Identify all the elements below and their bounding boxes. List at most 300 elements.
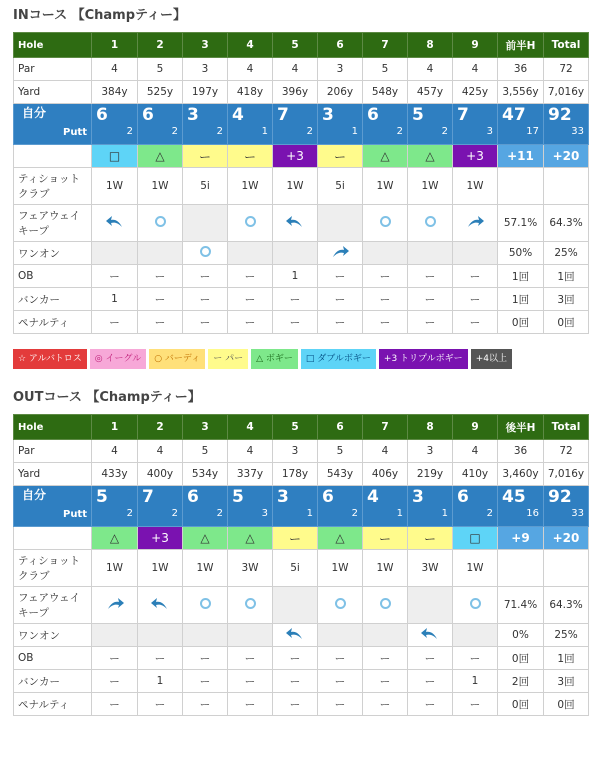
ob-row-cell: ー <box>273 647 318 670</box>
par-row-cell: 5 <box>138 58 183 81</box>
bunker-row-cell: ー <box>453 288 498 311</box>
one-on-cell <box>408 624 453 647</box>
club-cell: 1W <box>138 168 183 205</box>
club-cell: 5i <box>183 168 228 205</box>
ob-row-cell: ー <box>408 265 453 288</box>
ob-row-label: OB <box>14 647 92 670</box>
fairway-cell <box>453 205 498 242</box>
putts: 2 <box>126 508 133 519</box>
one-on-cell <box>318 242 363 265</box>
club-cell: 1W <box>453 168 498 205</box>
par-row-cell: 4 <box>228 440 273 463</box>
bunker-row-cell: ー <box>92 670 138 693</box>
yard-row-cell: 418y <box>228 81 273 104</box>
strokes: 5 <box>412 105 424 125</box>
result-half: +9 <box>498 527 544 550</box>
bunker-row-cell: ー <box>138 288 183 311</box>
strokes: 6 <box>367 105 379 125</box>
yard-row <box>14 81 589 104</box>
strokes: 6 <box>457 487 469 507</box>
strokes: 7 <box>277 105 289 125</box>
score-label-cell <box>14 104 92 145</box>
strokes: 3 <box>277 487 289 507</box>
fairway-cell <box>363 205 408 242</box>
yard-row-cell: 219y <box>408 463 453 486</box>
hole-number: 9 <box>453 415 498 440</box>
par-row-cell: 4 <box>453 440 498 463</box>
hole-header: Hole <box>14 33 92 58</box>
scorecard-table <box>13 414 589 716</box>
hole-number: 7 <box>363 33 408 58</box>
result-badge: ー <box>408 527 453 550</box>
ob-row-cell: ー <box>363 647 408 670</box>
penalty-row-cell: ー <box>183 693 228 716</box>
score-legend <box>13 349 592 371</box>
ob-row-cell: ー <box>228 265 273 288</box>
par-row <box>14 58 589 81</box>
bunker-row-total: 3回 <box>544 670 589 693</box>
ob-row-cell: ー <box>92 265 138 288</box>
penalty-row-cell: ー <box>453 311 498 334</box>
yard-row-total: 7,016y <box>544 463 589 486</box>
club-cell: 1W <box>273 168 318 205</box>
ob-row-cell: ー <box>228 647 273 670</box>
one-on-cell <box>408 242 453 265</box>
yard-row-total: 7,016y <box>544 81 589 104</box>
bunker-row-cell: ー <box>408 670 453 693</box>
club-total <box>544 168 589 205</box>
club-cell: 5i <box>273 550 318 587</box>
penalty-row-cell: ー <box>92 311 138 334</box>
bunker-row-cell: 1 <box>453 670 498 693</box>
ob-row-cell: ー <box>92 647 138 670</box>
bunker-row-cell: ー <box>363 288 408 311</box>
score-cell <box>363 486 408 527</box>
one-on-row <box>14 624 589 647</box>
miss-left-icon <box>286 220 304 232</box>
putt-label: Putt <box>62 509 87 520</box>
result-badge: △ <box>408 145 453 168</box>
hole-number: 4 <box>228 33 273 58</box>
fairway-row <box>14 587 589 624</box>
strokes: 7 <box>457 105 469 125</box>
one-on-cell <box>228 624 273 647</box>
hole-number: 3 <box>183 33 228 58</box>
fairway-hit-icon <box>155 216 166 227</box>
penalty-row-cell: ー <box>318 311 363 334</box>
one-on-cell <box>92 242 138 265</box>
one-on-cell <box>363 624 408 647</box>
bunker-row-label: バンカー <box>14 288 92 311</box>
legend-item: ー パー <box>208 349 248 369</box>
score-cell <box>273 486 318 527</box>
par-row-cell: 4 <box>453 58 498 81</box>
strokes: 3 <box>322 105 334 125</box>
result-badge: ー <box>228 145 273 168</box>
putts: 1 <box>351 126 358 137</box>
strokes: 6 <box>96 105 108 125</box>
putts: 2 <box>171 126 178 137</box>
bunker-row-cell: 1 <box>92 288 138 311</box>
par-row-cell: 4 <box>273 58 318 81</box>
legend-item: ☆ アルバトロス <box>13 349 87 369</box>
fairway-cell <box>408 587 453 624</box>
putts: 3 <box>261 508 268 519</box>
putts: 2 <box>216 126 223 137</box>
yard-row-cell: 410y <box>453 463 498 486</box>
fairway-row <box>14 205 589 242</box>
one-on-cell <box>138 624 183 647</box>
penalty-row-cell: ー <box>138 311 183 334</box>
par-row-cell: 3 <box>273 440 318 463</box>
legend-item: +4以上 <box>471 349 512 369</box>
par-row-label: Par <box>14 58 92 81</box>
par-row-label: Par <box>14 440 92 463</box>
hole-number: 9 <box>453 33 498 58</box>
bunker-row <box>14 670 589 693</box>
one-on-cell <box>273 624 318 647</box>
par-row-total: 72 <box>544 58 589 81</box>
par-row-cell: 3 <box>183 58 228 81</box>
penalty-row-cell: ー <box>273 693 318 716</box>
score-row <box>14 104 589 145</box>
bunker-row-cell: ー <box>273 670 318 693</box>
score-cell <box>273 104 318 145</box>
penalty-row-label: ペナルティ <box>14 311 92 334</box>
penalty-row-total: 0回 <box>544 311 589 334</box>
fairway-hit-icon <box>470 598 481 609</box>
strokes: 5 <box>232 487 244 507</box>
fairway-half: 71.4% <box>498 587 544 624</box>
fairway-hit-icon <box>200 246 211 257</box>
penalty-row-cell: ー <box>138 693 183 716</box>
yard-row-cell: 457y <box>408 81 453 104</box>
par-row-cell: 4 <box>92 440 138 463</box>
club-cell: 1W <box>363 550 408 587</box>
one-on-cell <box>92 624 138 647</box>
yard-row-cell: 197y <box>183 81 228 104</box>
header-row <box>14 33 589 58</box>
score-cell <box>92 486 138 527</box>
ob-row-cell: ー <box>363 265 408 288</box>
score-cell <box>408 486 453 527</box>
strokes-total: 92 <box>548 105 572 125</box>
score-cell <box>228 104 273 145</box>
bunker-row-cell: ー <box>228 288 273 311</box>
half-header: 後半H <box>498 415 544 440</box>
putts: 2 <box>171 508 178 519</box>
bunker-row-cell: ー <box>183 670 228 693</box>
fairway-label: フェアウェイ キープ <box>14 587 92 624</box>
hole-header: Hole <box>14 415 92 440</box>
fairway-cell <box>318 205 363 242</box>
score-total <box>544 486 589 527</box>
result-badge: □ <box>92 145 138 168</box>
hole-number: 2 <box>138 33 183 58</box>
score-cell <box>453 104 498 145</box>
ob-row-label: OB <box>14 265 92 288</box>
yard-row-cell: 548y <box>363 81 408 104</box>
strokes-half: 47 <box>502 105 526 125</box>
fairway-hit-icon <box>245 216 256 227</box>
out-course-section <box>0 390 592 716</box>
result-label <box>14 527 92 550</box>
strokes: 4 <box>232 105 244 125</box>
penalty-row-cell: ー <box>408 311 453 334</box>
legend-item: □ ダブルボギー <box>301 349 376 369</box>
score-cell <box>228 486 273 527</box>
result-badge: ー <box>363 527 408 550</box>
one-on-half: 0% <box>498 624 544 647</box>
one-on-half: 50% <box>498 242 544 265</box>
result-badge: △ <box>318 527 363 550</box>
ob-row-cell: ー <box>453 265 498 288</box>
putts: 2 <box>306 126 313 137</box>
yard-row-cell: 433y <box>92 463 138 486</box>
yard-row-cell: 425y <box>453 81 498 104</box>
strokes: 3 <box>187 105 199 125</box>
club-cell: 1W <box>408 168 453 205</box>
ob-row-total: 1回 <box>544 265 589 288</box>
putts: 1 <box>261 126 268 137</box>
bunker-row-cell: ー <box>318 670 363 693</box>
section-title: INコース 【Champティー】 <box>13 8 186 23</box>
ob-row-cell: ー <box>408 647 453 670</box>
bunker-row-label: バンカー <box>14 670 92 693</box>
fairway-total: 64.3% <box>544 205 589 242</box>
bunker-row-cell: ー <box>273 288 318 311</box>
fairway-total: 64.3% <box>544 587 589 624</box>
one-on-total: 25% <box>544 242 589 265</box>
result-badge: ー <box>318 145 363 168</box>
fairway-half: 57.1% <box>498 205 544 242</box>
ob-row-cell: ー <box>138 647 183 670</box>
result-badge: +3 <box>138 527 183 550</box>
hole-number: 5 <box>273 415 318 440</box>
fairway-cell <box>228 205 273 242</box>
bunker-row-half: 1回 <box>498 288 544 311</box>
legend-item: △ ボギー <box>251 349 298 369</box>
yard-row-cell: 543y <box>318 463 363 486</box>
penalty-row-cell: ー <box>408 693 453 716</box>
yard-row-label: Yard <box>14 81 92 104</box>
penalty-row-cell: ー <box>363 311 408 334</box>
score-cell <box>138 104 183 145</box>
fairway-hit-icon <box>425 216 436 227</box>
result-row <box>14 145 589 168</box>
ob-row-cell: ー <box>183 265 228 288</box>
putts-total: 33 <box>571 508 584 519</box>
ob-row-cell: ー <box>453 647 498 670</box>
fairway-cell <box>138 205 183 242</box>
score-cell <box>363 104 408 145</box>
one-on-cell <box>228 242 273 265</box>
penalty-row-total: 0回 <box>544 693 589 716</box>
bunker-row-total: 3回 <box>544 288 589 311</box>
hole-number: 4 <box>228 415 273 440</box>
penalty-row-label: ペナルティ <box>14 693 92 716</box>
fairway-cell <box>92 587 138 624</box>
hole-number: 3 <box>183 415 228 440</box>
club-cell: 1W <box>228 168 273 205</box>
club-row <box>14 168 589 205</box>
club-label: ティショット クラブ <box>14 168 92 205</box>
strokes: 7 <box>142 487 154 507</box>
yard-row-cell: 400y <box>138 463 183 486</box>
miss-left-icon <box>106 220 124 232</box>
par-row-total: 72 <box>544 440 589 463</box>
result-badge: +3 <box>273 145 318 168</box>
ob-row-cell: ー <box>318 265 363 288</box>
strokes: 6 <box>142 105 154 125</box>
penalty-row-cell: ー <box>273 311 318 334</box>
score-cell <box>183 486 228 527</box>
club-total <box>544 550 589 587</box>
putts-total: 33 <box>571 126 584 137</box>
putts: 2 <box>396 126 403 137</box>
club-half <box>498 168 544 205</box>
par-row-cell: 4 <box>363 440 408 463</box>
strokes-half: 45 <box>502 487 526 507</box>
club-cell: 5i <box>318 168 363 205</box>
putts: 2 <box>216 508 223 519</box>
hole-number: 8 <box>408 415 453 440</box>
legend-item: ○ バーディ <box>149 349 205 369</box>
miss-left-icon <box>421 632 439 644</box>
yard-row <box>14 463 589 486</box>
yard-row-cell: 406y <box>363 463 408 486</box>
par-row-cell: 5 <box>363 58 408 81</box>
result-half: +11 <box>498 145 544 168</box>
result-badge: ー <box>183 145 228 168</box>
bunker-row-cell: ー <box>363 670 408 693</box>
yard-row-cell: 337y <box>228 463 273 486</box>
penalty-row-cell: ー <box>318 693 363 716</box>
par-row-cell: 4 <box>228 58 273 81</box>
result-badge: △ <box>183 527 228 550</box>
strokes: 5 <box>96 487 108 507</box>
club-row <box>14 550 589 587</box>
club-cell: 3W <box>408 550 453 587</box>
strokes: 3 <box>412 487 424 507</box>
hole-number: 2 <box>138 415 183 440</box>
score-cell <box>138 486 183 527</box>
scorecard-table <box>13 32 589 334</box>
one-on-label: ワンオン <box>14 624 92 647</box>
yard-row-label: Yard <box>14 463 92 486</box>
par-row-cell: 3 <box>318 58 363 81</box>
result-badge: +3 <box>453 145 498 168</box>
result-total: +20 <box>544 145 589 168</box>
self-label: 自分 <box>22 488 47 502</box>
score-cell <box>318 486 363 527</box>
section-title: OUTコース 【Champティー】 <box>13 390 201 405</box>
par-row-cell: 4 <box>138 440 183 463</box>
putts: 1 <box>306 508 313 519</box>
score-cell <box>408 104 453 145</box>
par-row-half: 36 <box>498 58 544 81</box>
par-row-half: 36 <box>498 440 544 463</box>
hole-number: 1 <box>92 33 138 58</box>
miss-right-icon <box>331 250 349 262</box>
putts-half: 16 <box>526 508 539 519</box>
club-cell: 1W <box>453 550 498 587</box>
penalty-row-cell: ー <box>228 311 273 334</box>
fairway-label: フェアウェイ キープ <box>14 205 92 242</box>
one-on-cell <box>453 242 498 265</box>
ob-row-half: 1回 <box>498 265 544 288</box>
result-total: +20 <box>544 527 589 550</box>
ob-row-total: 1回 <box>544 647 589 670</box>
result-badge: △ <box>228 527 273 550</box>
yard-row-cell: 178y <box>273 463 318 486</box>
one-on-row <box>14 242 589 265</box>
fairway-cell <box>138 587 183 624</box>
score-cell <box>183 104 228 145</box>
putts: 1 <box>396 508 403 519</box>
result-badge: □ <box>453 527 498 550</box>
legend-item: +3 トリプルボギー <box>379 349 468 369</box>
result-badge: △ <box>138 145 183 168</box>
penalty-row <box>14 311 589 334</box>
miss-left-icon <box>151 602 169 614</box>
yard-row-half: 3,460y <box>498 463 544 486</box>
putt-label: Putt <box>62 127 87 138</box>
par-row <box>14 440 589 463</box>
miss-left-icon <box>286 632 304 644</box>
par-row-cell: 4 <box>408 58 453 81</box>
result-badge: △ <box>363 145 408 168</box>
fairway-cell <box>183 587 228 624</box>
bunker-row-cell: ー <box>318 288 363 311</box>
one-on-cell <box>363 242 408 265</box>
fairway-hit-icon <box>380 598 391 609</box>
club-cell: 1W <box>318 550 363 587</box>
penalty-row-cell: ー <box>92 693 138 716</box>
score-cell <box>453 486 498 527</box>
ob-row-cell: ー <box>138 265 183 288</box>
hole-number: 6 <box>318 415 363 440</box>
penalty-row-cell: ー <box>228 693 273 716</box>
result-row <box>14 527 589 550</box>
penalty-row-cell: ー <box>363 693 408 716</box>
in-course-section <box>0 8 592 334</box>
one-on-label: ワンオン <box>14 242 92 265</box>
putts: 2 <box>441 126 448 137</box>
total-header: Total <box>544 415 589 440</box>
fairway-cell <box>318 587 363 624</box>
ob-row-half: 0回 <box>498 647 544 670</box>
fairway-cell <box>453 587 498 624</box>
fairway-hit-icon <box>335 598 346 609</box>
ob-row-cell: ー <box>318 647 363 670</box>
fairway-cell <box>408 205 453 242</box>
fairway-cell <box>273 587 318 624</box>
hole-number: 7 <box>363 415 408 440</box>
club-cell: 1W <box>138 550 183 587</box>
fairway-cell <box>228 587 273 624</box>
par-row-cell: 5 <box>318 440 363 463</box>
bunker-row-cell: ー <box>408 288 453 311</box>
fairway-hit-icon <box>245 598 256 609</box>
score-total <box>544 104 589 145</box>
club-cell: 1W <box>92 550 138 587</box>
score-label-cell <box>14 486 92 527</box>
ob-row-cell: ー <box>183 647 228 670</box>
club-cell: 1W <box>363 168 408 205</box>
bunker-row-cell: 1 <box>138 670 183 693</box>
miss-right-icon <box>106 602 124 614</box>
